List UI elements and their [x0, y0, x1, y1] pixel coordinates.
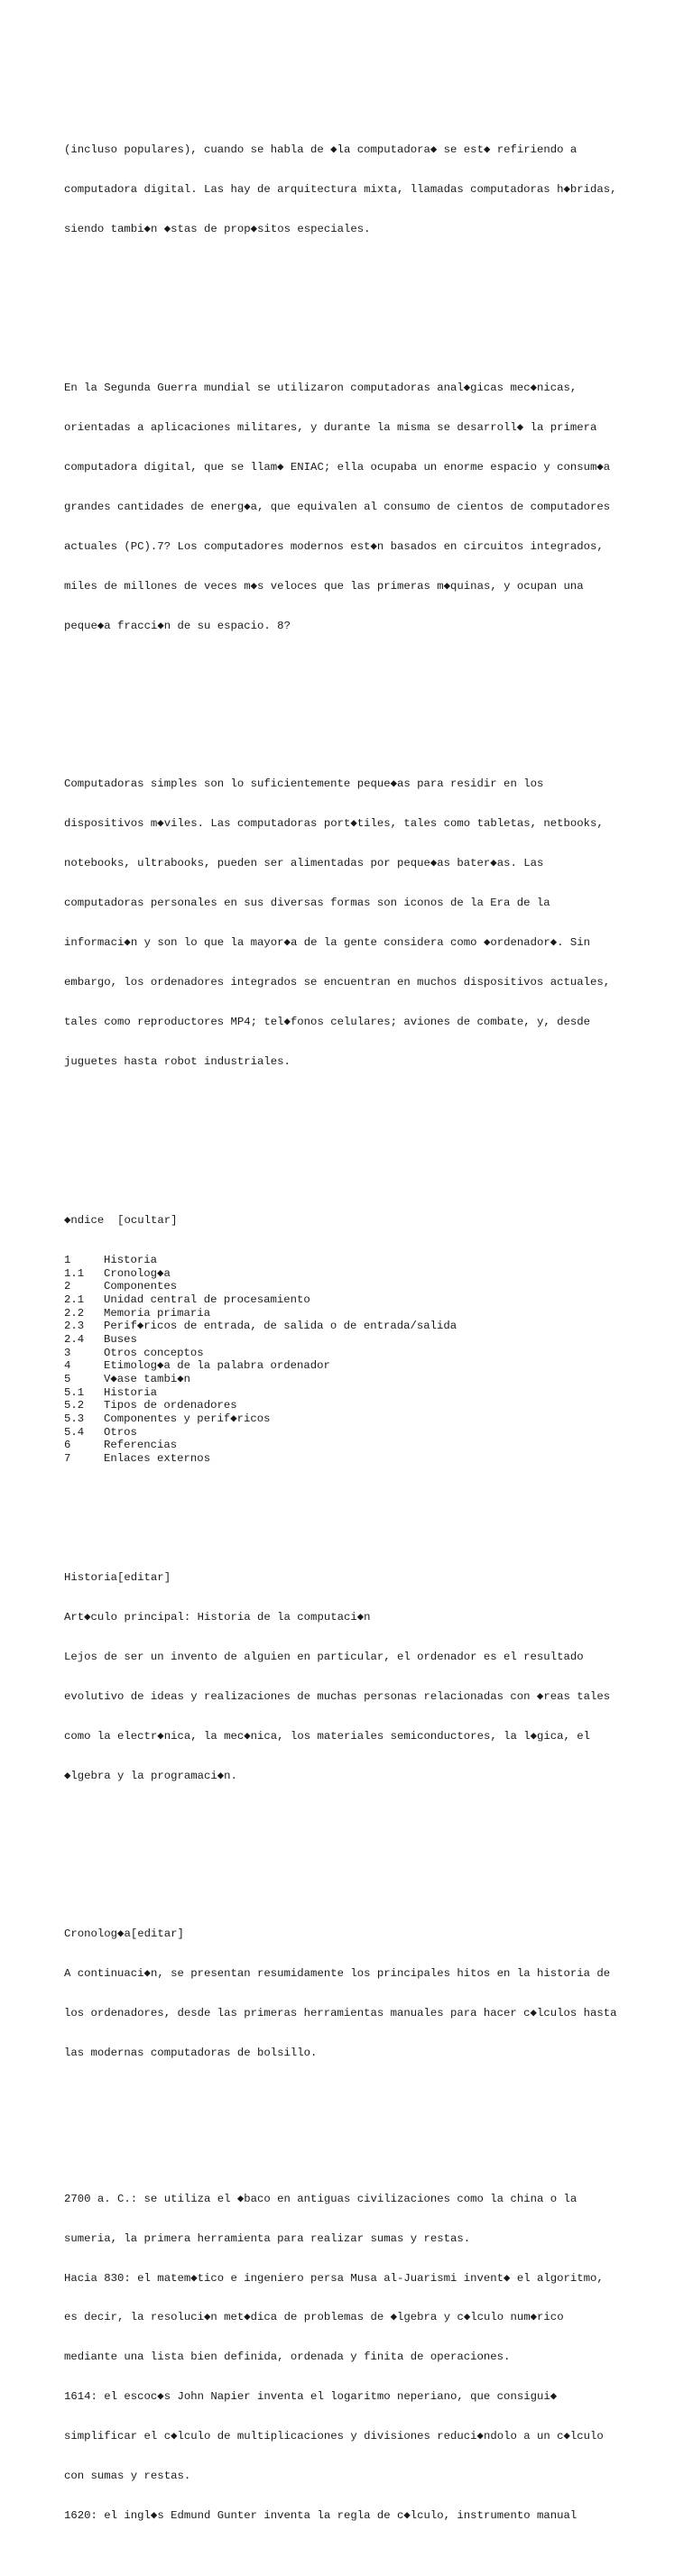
toc-item[interactable]: [64, 1307, 642, 1320]
text-line: evolutivo de ideas y realizaciones de muchas personas relacionadas con ◆reas tales: [64, 1689, 611, 1703]
toc-item-number: 5.2: [64, 1399, 85, 1412]
toc-item[interactable]: [64, 1333, 642, 1347]
toc-item-number: 2: [64, 1280, 71, 1293]
text-line: 2700 a. C.: se utiliza el ◆baco en antiguas civilizaciones como la china o la: [64, 2192, 578, 2205]
text-line: 1614: el escoc◆s John Napier inventa el logaritmo neperiano, que consigui◆: [64, 2390, 558, 2404]
text-line: mediante una lista bien definida, ordenada y finita de operaciones.: [64, 2351, 511, 2364]
toc-item-title[interactable]: Otros conceptos: [104, 1346, 204, 1359]
text-line: juguetes hasta robot industriales.: [64, 1055, 291, 1069]
toc-item-title[interactable]: Historia: [104, 1254, 158, 1267]
toc-item[interactable]: [64, 1399, 642, 1412]
toc-item[interactable]: [64, 1359, 642, 1373]
toc-item-number: 1: [64, 1254, 71, 1267]
toc-item-number: 3: [64, 1346, 71, 1359]
toc-item-number: 2.2: [64, 1306, 85, 1320]
toc-item[interactable]: [64, 1373, 642, 1386]
toc-item-number: 5.1: [64, 1385, 85, 1399]
toc-item-number: 5.4: [64, 1425, 85, 1439]
toc-item-title[interactable]: Buses: [104, 1332, 137, 1346]
toc-item-number: 7: [64, 1451, 71, 1465]
section-heading-cronologia: Cronolog◆a[editar]: [64, 1927, 184, 1941]
toc-item-title[interactable]: Componentes y perif◆ricos: [104, 1412, 271, 1425]
toc-item-title[interactable]: Otros: [104, 1425, 137, 1439]
toc-item-number: 4: [64, 1359, 71, 1373]
text-line: simplificar el c◆lculo de multiplicaciones y divisiones reduci◆ndolo a un c◆lculo: [64, 2430, 604, 2443]
toc-item-number: 1.1: [64, 1266, 85, 1280]
paragraph-spacer: [64, 289, 642, 302]
text-line: siendo tambi◆n ◆stas de prop◆sitos especiales.: [64, 222, 371, 235]
cronologia-section: [64, 1901, 642, 2086]
toc-item-title[interactable]: Historia: [104, 1385, 158, 1399]
text-line: informaci◆n y son lo que la mayor◆a de la gente considera como ◆ordenador◆. Sin: [64, 936, 591, 950]
text-line: A continuaci◆n, se presentan resumidamente los principales hitos en la historia de: [64, 1967, 611, 1981]
text-line: actuales (PC).7? Los computadores modernos est◆n basados en circuitos integrados,: [64, 539, 604, 553]
text-line: computadoras personales en sus diversas formas son iconos de la Era de la: [64, 897, 550, 910]
text-line: ◆lgebra y la programaci◆n.: [64, 1769, 237, 1782]
toc-item[interactable]: [64, 1254, 642, 1267]
text-line: Hacia 830: el matem◆tico e ingeniero persa Musa al-Juarismi invent◆ el algoritmo,: [64, 2271, 604, 2285]
historia-section: [64, 1544, 642, 1808]
text-line: 1620: el ingl◆s Edmund Gunter inventa la regla de c◆lculo, instrumento manual: [64, 2509, 578, 2523]
toc-item-number: 2.1: [64, 1293, 85, 1306]
toc-item-title[interactable]: Unidad central de procesamiento: [104, 1293, 310, 1306]
text-line: computadora digital, que se llam◆ ENIAC; ella ocupaba un enorme espacio y consum◆a: [64, 460, 611, 474]
toc-item[interactable]: [64, 1452, 642, 1466]
text-line: Computadoras simples son lo suficientemente peque◆as para residir en los: [64, 777, 544, 791]
main-article-note: Art◆culo principal: Historia de la computaci◆n: [64, 1610, 371, 1624]
table-of-contents: [64, 1188, 642, 1492]
text-line: En la Segunda Guerra mundial se utilizaron computadoras anal◆gicas mec◆nicas,: [64, 381, 578, 394]
toc-item[interactable]: [64, 1267, 642, 1281]
toc-item[interactable]: [64, 1412, 642, 1426]
text-line: (incluso populares), cuando se habla de ◆la computadora◆ se est◆ refiriendo a: [64, 143, 578, 156]
text-line: con sumas y restas.: [64, 2470, 191, 2483]
toc-item[interactable]: [64, 1439, 642, 1452]
toc-item-title[interactable]: Etimolog◆a de la palabra ordenador: [104, 1359, 330, 1373]
intro-paragraph-1: [64, 117, 642, 262]
section-heading-historia: Historia[editar]: [64, 1570, 171, 1584]
toc-item[interactable]: [64, 1386, 642, 1400]
text-line: grandes cantidades de energ◆a, que equivalen al consumo de cientos de computadores: [64, 500, 611, 513]
text-line: dispositivos m◆viles. Las computadoras port◆tiles, tales como tabletas, netbooks,: [64, 817, 604, 831]
text-line: embargo, los ordenadores integrados se encuentran en muchos dispositivos actuales,: [64, 976, 611, 989]
toc-item-title[interactable]: Enlaces externos: [104, 1451, 211, 1465]
toc-item-title[interactable]: Componentes: [104, 1280, 178, 1293]
toc-item[interactable]: [64, 1320, 642, 1333]
text-line: como la electr◆nica, la mec◆nica, los materiales semiconductores, la l◆gica, el: [64, 1729, 591, 1743]
text-line: miles de millones de veces m◆s veloces que las primeras m◆quinas, y ocupan una: [64, 579, 584, 593]
paragraph-spacer: [64, 1835, 642, 1849]
toc-item-title[interactable]: Perif◆ricos de entrada, de salida o de entrada/salida: [104, 1320, 457, 1333]
toc-item-title[interactable]: Tipos de ordenadores: [104, 1399, 237, 1412]
toc-item[interactable]: [64, 1293, 642, 1307]
text-line: sumeria, la primera herramienta para realizar sumas y restas.: [64, 2231, 471, 2245]
toc-item-number: 6: [64, 1439, 71, 1452]
toc-list: [64, 1254, 642, 1466]
toc-item-number: 2.4: [64, 1332, 85, 1346]
toc-item-title[interactable]: Cronolog◆a: [104, 1266, 171, 1280]
text-line: computadora digital. Las hay de arquitectura mixta, llamadas computadoras h◆bridas,: [64, 182, 617, 196]
text-line: notebooks, ultrabooks, pueden ser alimentadas por peque◆as bater◆as. Las: [64, 857, 544, 870]
toc-item-number: 5: [64, 1372, 71, 1385]
text-line: tales como reproductores MP4; tel◆fonos celulares; aviones de combate, y, desde: [64, 1016, 590, 1029]
toc-item-number: 2.3: [64, 1320, 85, 1333]
toc-item[interactable]: [64, 1280, 642, 1293]
intro-paragraph-3: [64, 751, 642, 1095]
text-line: los ordenadores, desde las primeras herramientas manuales para hacer c◆lculos hasta: [64, 2007, 617, 2020]
paragraph-spacer: [64, 1121, 642, 1135]
toc-item-number: 5.3: [64, 1412, 85, 1425]
toc-heading: ◆ndice [ocultar]: [64, 1214, 178, 1228]
cronologia-events: [64, 2166, 642, 2549]
toc-item[interactable]: [64, 1347, 642, 1360]
toc-item[interactable]: [64, 1426, 642, 1440]
toc-item-title[interactable]: Memoria primaria: [104, 1306, 211, 1320]
paragraph-spacer: [64, 2113, 642, 2127]
text-line: orientadas a aplicaciones militares, y durante la misma se desarroll◆ la primera: [64, 420, 597, 434]
toc-item-title[interactable]: V◆ase tambi◆n: [104, 1372, 190, 1385]
text-line: peque◆a fracci◆n de su espacio. 8?: [64, 619, 291, 632]
paragraph-spacer: [64, 685, 642, 699]
text-line: es decir, la resoluci◆n met◆dica de problemas de ◆lgebra y c◆lculo num◆rico: [64, 2311, 564, 2324]
text-line: las modernas computadoras de bolsillo.: [64, 2047, 318, 2060]
text-line: Lejos de ser un invento de alguien en particular, el ordenador es el resultado: [64, 1650, 584, 1663]
toc-item-title[interactable]: Referencias: [104, 1439, 178, 1452]
document-page: [64, 64, 642, 2576]
intro-paragraph-2: [64, 354, 642, 658]
